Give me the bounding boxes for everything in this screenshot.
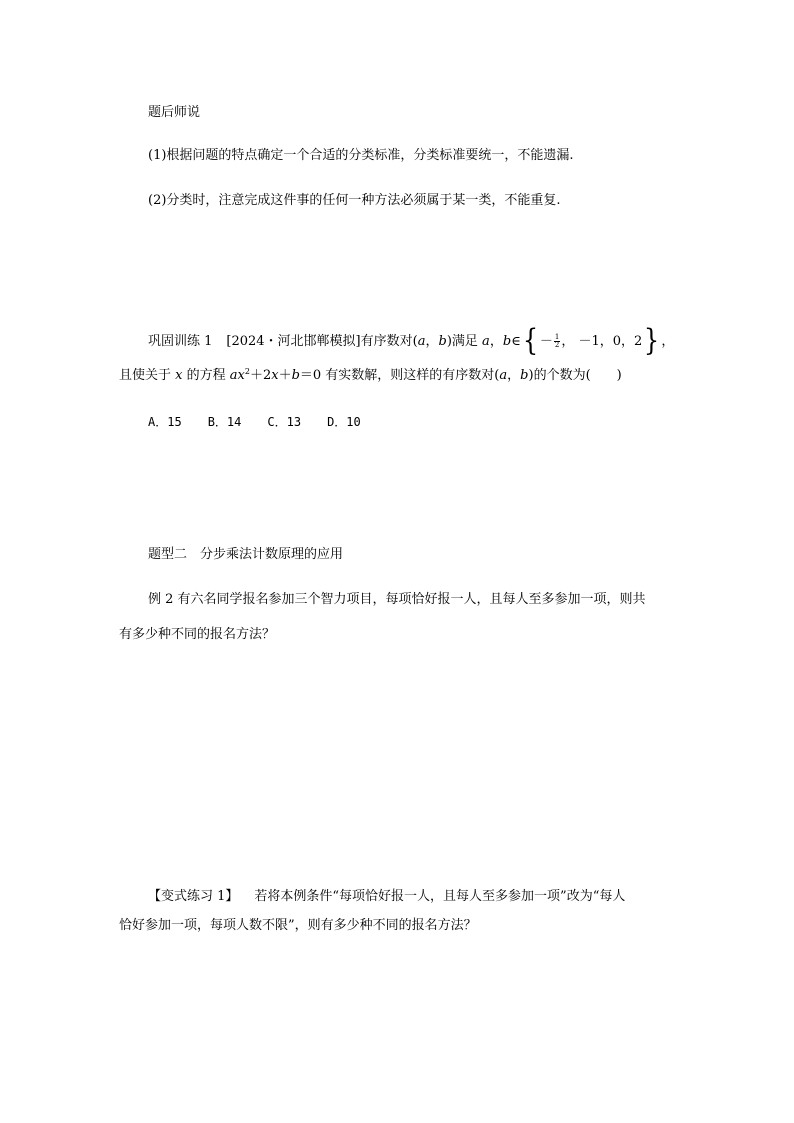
exercise-1-line-1: [148, 323, 675, 358]
pair-b: b: [520, 368, 529, 383]
set-sep: ，: [489, 334, 503, 349]
example-2-line-1: 例 2 有六名同学报名参加三个智力项目，每项恰好报一人，且每人至多参加一项，则共: [148, 592, 646, 607]
set-var-b: b: [502, 334, 512, 349]
pair-comma: ，: [507, 368, 521, 383]
frac-numerator: 1: [554, 333, 560, 341]
exercise-label: 巩固训练 1: [148, 334, 213, 349]
var-a: a: [417, 334, 426, 349]
right-brace: }: [644, 323, 660, 358]
exercise-1-options: [148, 413, 361, 431]
exercise-text-b: )满足: [446, 334, 483, 349]
exercise-source: [2024・河北邯郸模拟]: [226, 334, 361, 349]
var-b: b: [438, 334, 447, 349]
tips-point-1: (1)根据问题的特点确定一个合适的分类标准，分类标准要统一，不能遗漏.: [148, 148, 574, 163]
line2-text-a: 且使关于: [119, 368, 176, 383]
tips-point-2: (2)分类时，注意完成这件事的任何一种方法必须属于某一类，不能重复.: [148, 193, 561, 208]
set-var-a: a: [482, 334, 490, 349]
line2-text-b: 的方程: [182, 368, 230, 383]
left-brace: {: [522, 323, 538, 358]
eq-plus: ＋: [278, 368, 292, 383]
exercise-1-line-2: [119, 367, 622, 385]
end-comma: ，: [661, 334, 675, 349]
pair-a: a: [499, 368, 508, 383]
option-a: A．15: [148, 415, 182, 429]
variant-text-1: 若将本例条件“每项恰好报一人，且每人至多参加一项”改为“每人: [254, 889, 626, 904]
eq-x: x: [271, 368, 279, 383]
line2-end: )的个数为( ): [528, 368, 622, 383]
eq-rest: ＝0 有实数解，则这样的有序数对(: [299, 368, 500, 383]
variant-line-1: [148, 888, 625, 906]
variant-line-2: 恰好参加一项，每项人数不限”，则有多少种不同的报名方法？: [119, 918, 477, 933]
eq-plus-2: ＋2: [249, 368, 272, 383]
option-c: C．13: [267, 415, 302, 429]
variant-label: 【变式练习 1】: [148, 889, 239, 904]
eq-ax: ax: [229, 368, 245, 383]
option-d: D．10: [327, 415, 361, 429]
comma: ，: [425, 334, 439, 349]
eq-b: b: [291, 368, 300, 383]
exercise-text: 有序数对(: [360, 334, 418, 349]
tips-heading: 题后师说: [148, 105, 201, 120]
var-x: x: [175, 368, 183, 383]
frac-sign: －: [539, 334, 553, 349]
fraction-one-half: [554, 334, 560, 349]
option-b: B．14: [207, 415, 242, 429]
set-rest: ， －1，0，2: [561, 334, 643, 349]
example-2-line-2: 有多少种不同的报名方法？: [119, 627, 276, 642]
eq-exponent: 2: [244, 367, 250, 376]
frac-denominator: 2: [554, 341, 560, 349]
in-symbol: ∈: [511, 334, 521, 349]
type-2-heading: 题型二 分步乘法计数原理的应用: [148, 547, 344, 562]
